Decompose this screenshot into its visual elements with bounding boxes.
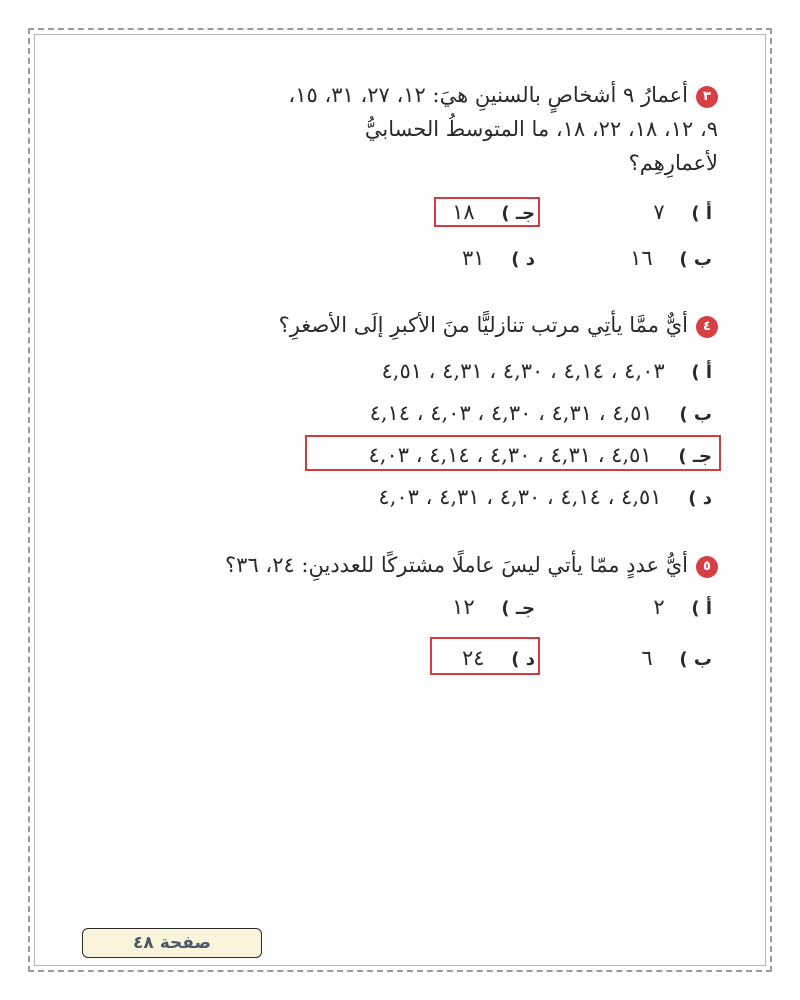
question-number-badge: ٣ — [696, 86, 718, 108]
answer-highlight-box — [434, 197, 540, 227]
question-4 — [279, 308, 718, 342]
q3-option-c[interactable]: جـ ) ١٨ — [452, 200, 535, 224]
question-5 — [225, 548, 718, 582]
q5-option-b[interactable]: ب ) ٦ — [641, 646, 712, 670]
answer-highlight-box — [430, 637, 540, 675]
q3-option-d[interactable]: د ) ٣١ — [462, 246, 535, 270]
q3-option-a[interactable]: أ ) ٧ — [653, 200, 712, 224]
page-number-label: صفحة ٤٨ — [82, 928, 262, 958]
question-number-badge: ٥ — [696, 556, 718, 578]
q5-option-c[interactable]: جـ ) ١٢ — [452, 595, 535, 619]
question-3-line-2: ٩، ١٢، ١٨، ٢٢، ١٨، ما المتوسطُ الحسابيُّ — [364, 117, 718, 141]
q3-option-b[interactable]: ب ) ١٦ — [630, 246, 712, 270]
q4-option-a[interactable]: أ ) ٤,٠٣ ، ٤,١٤ ، ٤,٣٠ ، ٤,٣١ ، ٤,٥١ — [381, 359, 712, 383]
answer-highlight-box — [305, 435, 721, 471]
question-4-line-1: ٤أيٌّ ممَّا يأتِي مرتب تنازليًّا منَ الأكبرِ إلَى الأصغرِ؟ — [279, 308, 718, 342]
q4-option-d[interactable]: د ) ٤,٥١ ، ٤,١٤ ، ٤,٣٠ ، ٤,٣١ ، ٤,٠٣ — [378, 485, 712, 509]
q5-option-d[interactable]: د ) ٢٤ — [462, 646, 535, 670]
q5-option-a[interactable]: أ ) ٢ — [653, 595, 712, 619]
question-3 — [288, 78, 718, 180]
question-5-line-1: ٥أيُّ عددٍ ممّا يأتي ليسَ عاملًا مشتركًا للعددينِ: ٢٤، ٣٦؟ — [225, 548, 718, 582]
question-3-line-3: لأعمارِهِم؟ — [628, 151, 718, 175]
q4-option-b[interactable]: ب ) ٤,٥١ ، ٤,٣١ ، ٤,٣٠ ، ٤,٠٣ ، ٤,١٤ — [369, 401, 712, 425]
q4-option-c[interactable]: جـ ) ٤,٥١ ، ٤,٣١ ، ٤,٣٠ ، ٤,١٤ ، ٤,٠٣ — [368, 443, 712, 467]
question-3-line-1: ٣أعمارُ ٩ أشخاصٍ بالسنينِ هيَ: ١٢، ٢٧، ٣١، ١٥، — [288, 78, 718, 112]
question-number-badge: ٤ — [696, 316, 718, 338]
